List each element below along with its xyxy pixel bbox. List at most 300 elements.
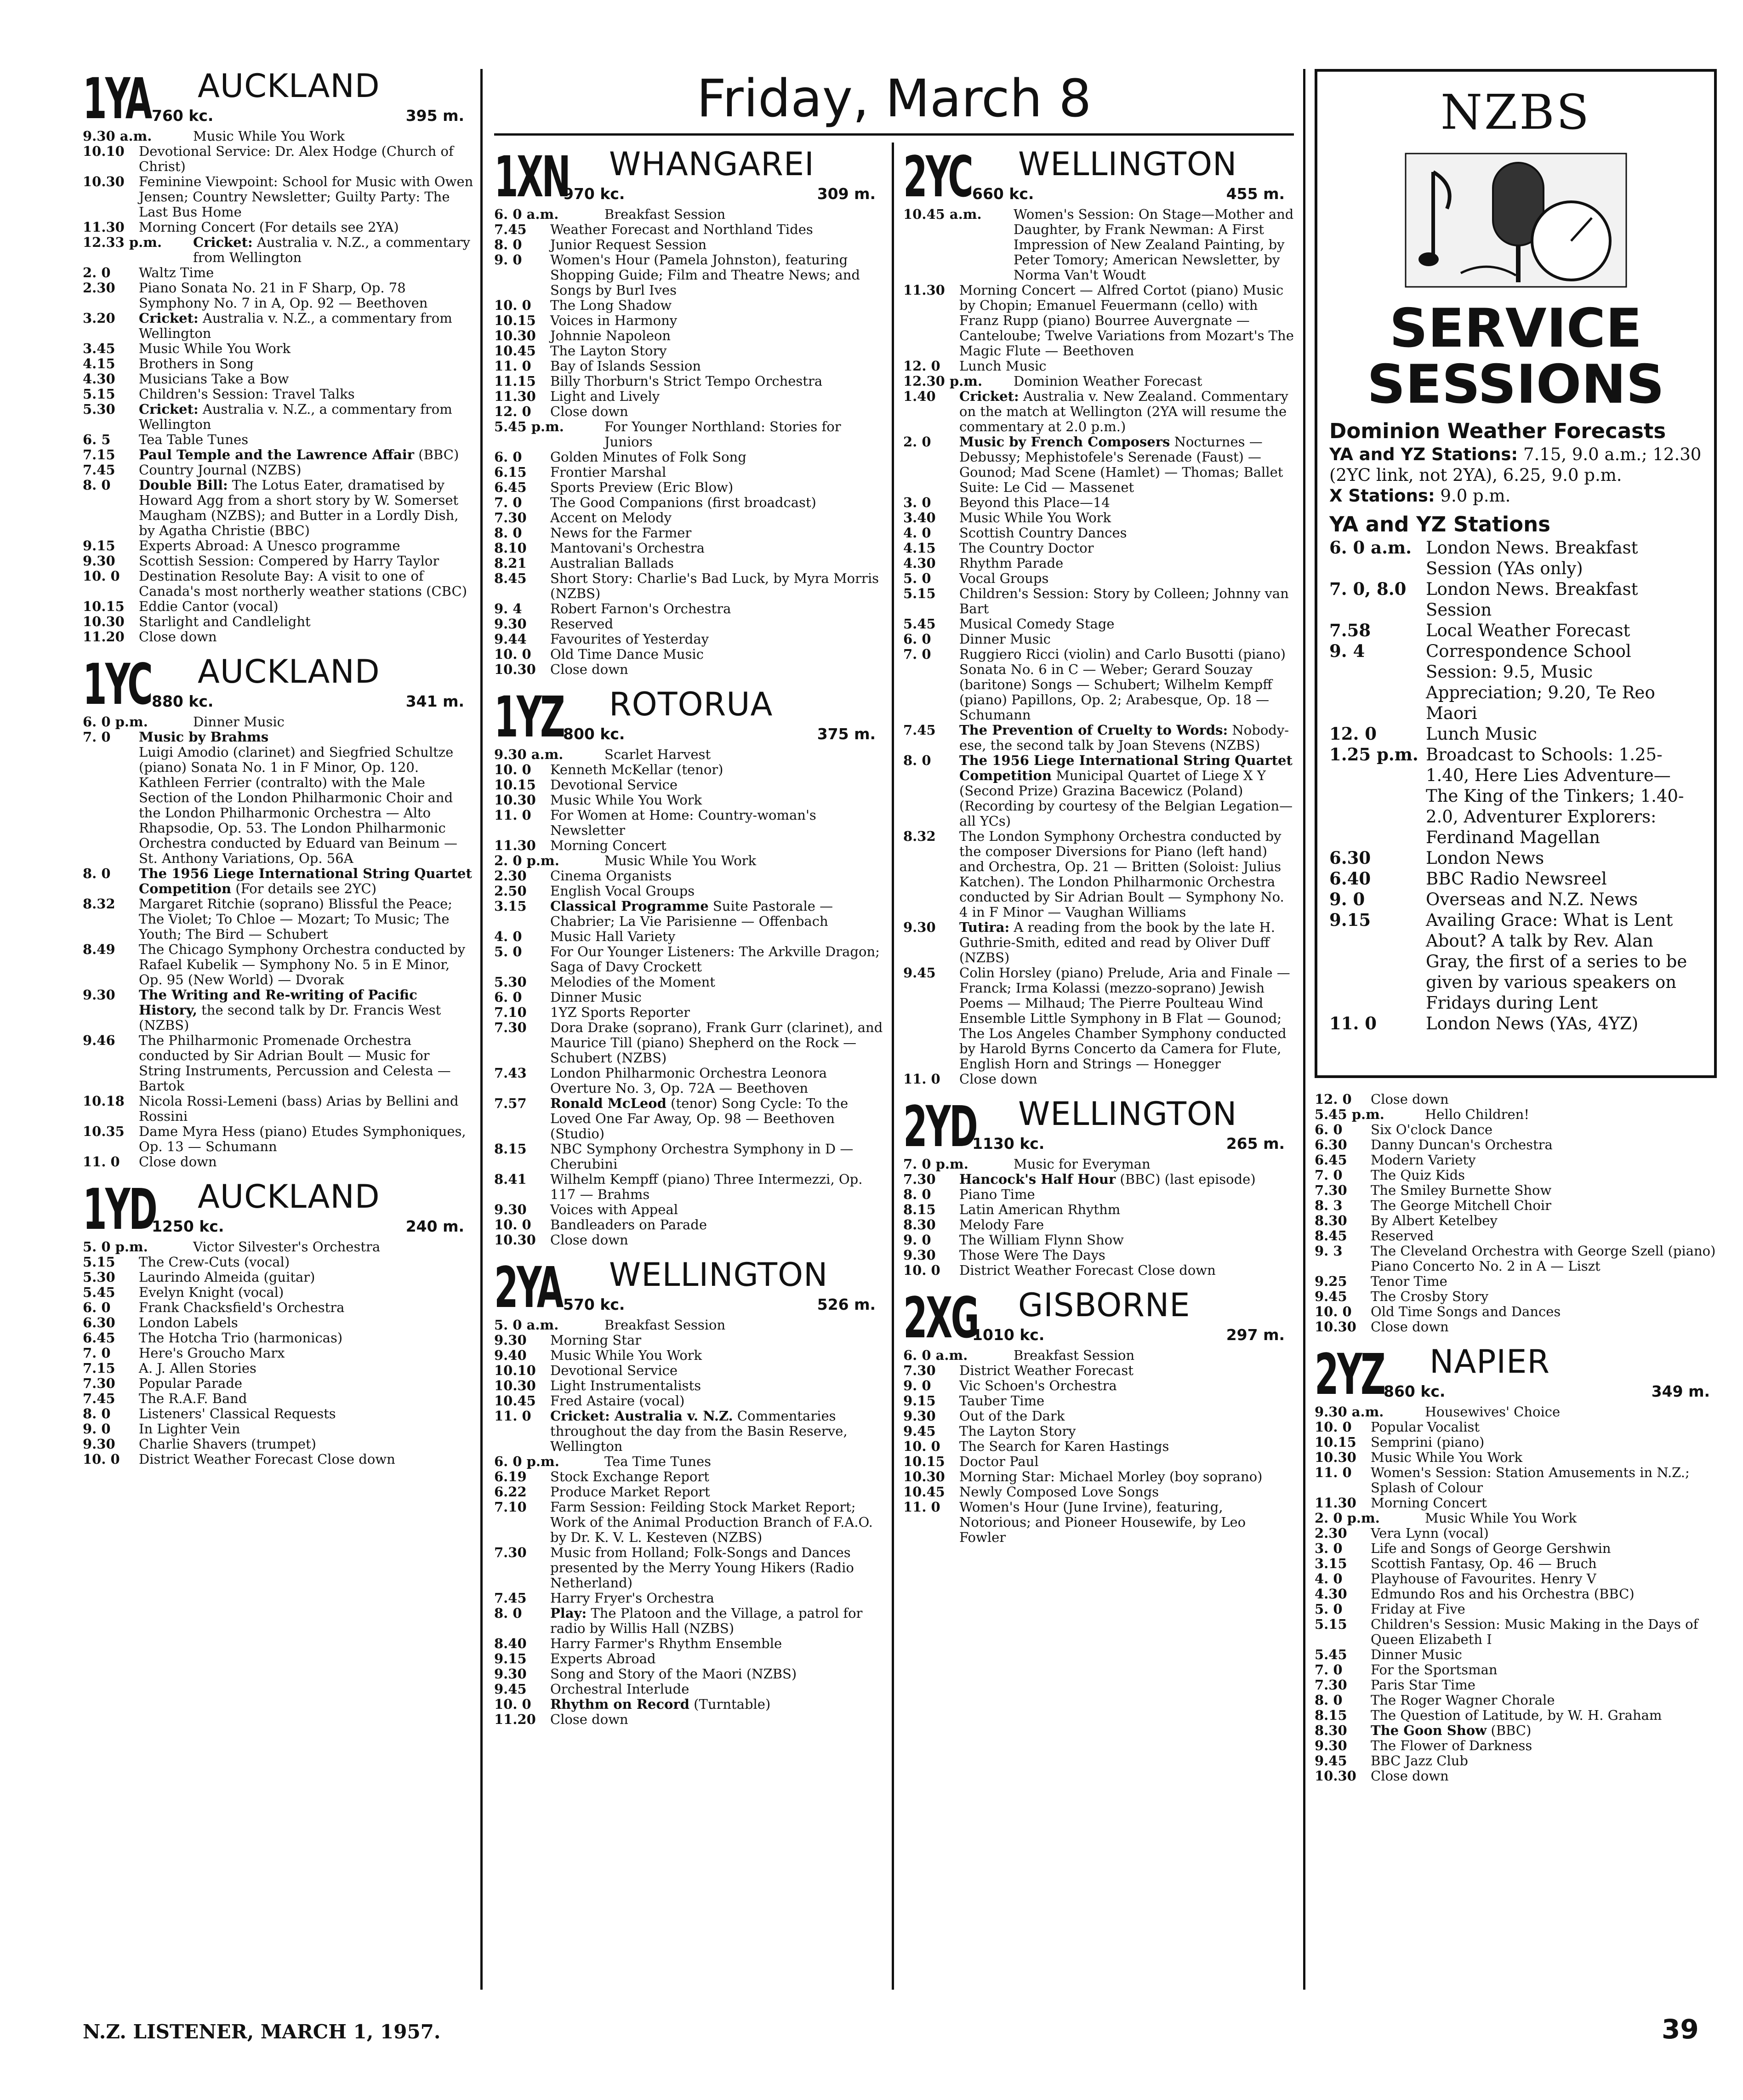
column-3 xyxy=(903,147,1294,1994)
programme-time: 12. 0 xyxy=(903,358,940,374)
programme-highlight: Cricket: Australia v. N.Z. xyxy=(550,1408,733,1424)
programme-text: (BBC) xyxy=(1487,1723,1532,1738)
x-label: X Stations: xyxy=(1329,486,1435,506)
programme-time: 6.30 xyxy=(1315,1137,1347,1153)
service-row xyxy=(1329,724,1702,744)
programme-time: 9.45 xyxy=(903,1423,936,1439)
station-frequency: 970 kc. xyxy=(563,185,625,203)
programme-row xyxy=(494,1484,885,1500)
programme-description xyxy=(1371,1586,1719,1602)
programme-row xyxy=(494,222,885,237)
programme-row xyxy=(494,389,885,404)
programme-description xyxy=(1371,1092,1719,1107)
programme-highlight: Cricket: xyxy=(139,310,199,326)
programme-time: 6.30 xyxy=(83,1315,115,1330)
programme-row xyxy=(903,1469,1294,1484)
programme-time: 9.30 xyxy=(494,1332,527,1348)
programme-time: 8.41 xyxy=(494,1171,527,1187)
station-header xyxy=(494,147,885,210)
programme-description xyxy=(550,328,885,343)
programme-list xyxy=(83,1239,473,1467)
programme-time: 9.25 xyxy=(1315,1273,1347,1289)
programme-row xyxy=(494,1096,885,1141)
programme-row xyxy=(494,510,885,525)
programme-row xyxy=(1315,1420,1719,1435)
programme-time: 8. 0 xyxy=(1315,1692,1343,1708)
programme-description xyxy=(1371,1122,1719,1137)
programme-text: Women's Session: Station Amusements in N.Z.; Splash of Colour xyxy=(1371,1465,1690,1495)
programme-text: Commentaries throughout the day from the Basin Reserve, Wellington xyxy=(550,1408,848,1454)
programme-row xyxy=(83,1285,473,1300)
programme-time: 10.30 xyxy=(1315,1449,1356,1465)
programme-list xyxy=(903,1348,1294,1545)
programme-description xyxy=(1371,1228,1719,1244)
programme-time: 7.45 xyxy=(83,462,115,478)
programme-description xyxy=(139,220,473,235)
programme-description xyxy=(139,1154,473,1170)
programme-text: Devotional Service xyxy=(550,777,678,793)
programme-text: Morning Star: Michael Morley (boy soprano) xyxy=(959,1469,1263,1484)
station-callsign: 1YD xyxy=(83,1177,156,1242)
programme-text: English Vocal Groups xyxy=(550,883,695,899)
programme-text: Melodies of the Moment xyxy=(550,974,715,990)
programme-text: Municipal Quartet of Liege X Y (Second Prize) Grazina Bacewicz (Poland) (Recording by courtesy of the Belgian Legation—all YCs) xyxy=(959,768,1293,829)
programme-description xyxy=(550,1233,885,1248)
programme-text: Close down xyxy=(1371,1768,1449,1784)
programme-row xyxy=(903,1500,1294,1545)
programme-time: 11. 0 xyxy=(1315,1465,1352,1480)
programme-row xyxy=(494,1141,885,1172)
station-city: WELLINGTON xyxy=(609,1256,828,1294)
programme-text: Feminine Viewpoint: School for Music with Owen Jensen; Country Newsletter; Guilty Party: The Last Bus Home xyxy=(139,174,473,220)
programme-text: Reserved xyxy=(550,616,614,632)
programme-highlight: The Goon Show xyxy=(1371,1723,1487,1738)
programme-description xyxy=(550,298,885,313)
programme-time: 2. 0 p.m. xyxy=(1315,1510,1380,1526)
programme-text: Brothers in Song xyxy=(139,356,254,371)
programme-row xyxy=(494,601,885,616)
programme-description xyxy=(1371,1723,1719,1738)
programme-text: Housewives' Choice xyxy=(1425,1404,1561,1420)
programme-time: 10.30 xyxy=(494,1378,536,1393)
programme-time: 10. 0 xyxy=(494,646,531,662)
programme-row xyxy=(903,283,1294,359)
ya-yz-forecasts xyxy=(1329,444,1702,485)
programme-description xyxy=(959,1409,1294,1424)
programme-description xyxy=(550,777,885,793)
programme-text: For Our Younger Listeners: The Arkville Dragon; Saga of Davy Crockett xyxy=(550,944,880,975)
programme-row xyxy=(903,1217,1294,1233)
programme-list xyxy=(494,1318,885,1727)
programme-time: 9.40 xyxy=(494,1347,527,1363)
column-1 xyxy=(83,69,473,1994)
programme-list xyxy=(494,747,885,1248)
programme-description xyxy=(959,389,1294,434)
programme-text: Tea Time Tunes xyxy=(604,1454,711,1469)
programme-time: 6. 0 p.m. xyxy=(494,1454,559,1469)
programme-time: 11.30 xyxy=(494,388,536,404)
programme-text: Bay of Islands Session xyxy=(550,358,701,374)
programme-text: Children's Session: Story by Colleen; Johnny van Bart xyxy=(959,586,1289,616)
programme-time: 2. 0 p.m. xyxy=(494,853,559,868)
service-description: London News xyxy=(1426,848,1544,868)
programme-time: 6. 0 p.m. xyxy=(83,714,148,730)
programme-time: 11. 0 xyxy=(494,1408,531,1424)
programme-time: 5.45 xyxy=(83,1284,115,1300)
programme-highlight: The 1956 Liege International String Quartet Competition xyxy=(959,753,1293,783)
programme-text: Morning Star xyxy=(550,1332,642,1348)
programme-description xyxy=(139,371,473,387)
programme-row xyxy=(903,1378,1294,1393)
programme-row xyxy=(494,252,885,298)
programme-time: 9.30 xyxy=(903,919,936,935)
programme-row xyxy=(1315,1693,1719,1708)
programme-description xyxy=(959,556,1294,571)
programme-row xyxy=(903,359,1294,374)
programme-row xyxy=(83,432,473,447)
programme-time: 7.45 xyxy=(83,1391,115,1406)
programme-description xyxy=(1371,1244,1719,1274)
programme-text: Close down xyxy=(550,662,628,677)
programme-highlight: Music by French Composers xyxy=(959,434,1170,450)
programme-time: 10.30 xyxy=(903,1469,945,1484)
programme-highlight: Paul Temple and the Lawrence Affair xyxy=(139,447,415,462)
programme-row xyxy=(83,144,473,174)
programme-time: 10. 0 xyxy=(494,762,531,777)
service-time: 6.40 xyxy=(1329,868,1371,889)
programme-time: 8. 0 xyxy=(494,1605,522,1621)
programme-description xyxy=(604,1318,885,1333)
programme-description xyxy=(550,1348,885,1363)
programme-row xyxy=(83,220,473,235)
programme-time: 9.30 a.m. xyxy=(1315,1404,1384,1420)
station-callsign: 2YZ xyxy=(1315,1342,1384,1407)
station-callsign: 1YC xyxy=(83,652,152,717)
programme-time: 9. 3 xyxy=(1315,1243,1343,1259)
programme-time: 11.20 xyxy=(494,1712,536,1727)
programme-row xyxy=(1315,1556,1719,1571)
column-4 xyxy=(1315,1092,1719,1994)
programme-description xyxy=(139,1421,473,1437)
station-header xyxy=(903,1094,1294,1159)
programme-text: Listeners' Classical Requests xyxy=(139,1406,336,1421)
programme-description xyxy=(1014,207,1294,283)
programme-row xyxy=(83,1437,473,1452)
programme-text: Harry Farmer's Rhythm Ensemble xyxy=(550,1636,782,1651)
programme-text: Morning Concert xyxy=(1371,1495,1487,1511)
programme-text: (BBC) xyxy=(414,447,459,462)
date-header: Friday, March 8 xyxy=(696,69,1092,129)
programme-row xyxy=(494,1545,885,1591)
programme-text: Charlie Shavers (trumpet) xyxy=(139,1436,316,1452)
service-sessions-title xyxy=(1329,297,1702,416)
service-time: 6.30 xyxy=(1329,848,1371,868)
station-city: WHANGAREI xyxy=(609,147,815,183)
programme-row xyxy=(494,647,885,662)
programme-time: 7.43 xyxy=(494,1065,527,1081)
programme-time: 5.45 p.m. xyxy=(1315,1107,1384,1122)
programme-description xyxy=(139,896,473,942)
programme-time: 7. 0 xyxy=(903,646,931,662)
station-block xyxy=(903,1094,1294,1278)
programme-text: The Search for Karen Hastings xyxy=(959,1438,1169,1454)
stations-heading: YA and YZ Stations xyxy=(1329,512,1550,536)
programme-row xyxy=(83,1330,473,1346)
programme-time: 6. 0 a.m. xyxy=(494,206,559,222)
programme-text: Accent on Melody xyxy=(550,510,672,525)
programme-time: 9.30 a.m. xyxy=(83,128,152,144)
station-header xyxy=(83,69,473,129)
programme-description xyxy=(550,793,885,808)
service-time: 6. 0 a.m. xyxy=(1329,537,1412,558)
programme-text: Beyond this Place—14 xyxy=(959,495,1110,510)
programme-description xyxy=(550,465,885,480)
station-block xyxy=(83,1177,473,1467)
programme-row xyxy=(83,1255,473,1270)
programme-time: 12.33 p.m. xyxy=(83,234,162,250)
programme-row xyxy=(494,762,885,777)
service-time: 7.58 xyxy=(1329,620,1371,640)
programme-description xyxy=(1014,1348,1294,1363)
programme-time: 9.45 xyxy=(1315,1753,1347,1769)
station-block xyxy=(903,147,1294,1087)
programme-text: Victor Silvester's Orchestra xyxy=(193,1239,381,1255)
programme-text: Wilhelm Kempff (piano) Three Intermezzi, Op. 117 — Brahms xyxy=(550,1171,863,1202)
programme-time: 1.40 xyxy=(903,388,936,404)
programme-text: District Weather Forecast Close down xyxy=(139,1451,395,1467)
programme-description xyxy=(1371,1602,1719,1617)
programme-text: 1YZ Sports Reporter xyxy=(550,1004,690,1020)
programme-time: 10.10 xyxy=(83,143,125,159)
station-callsign: 2YC xyxy=(903,147,972,210)
programme-row xyxy=(494,298,885,313)
programme-description xyxy=(550,374,885,389)
programme-text: BBC Jazz Club xyxy=(1371,1753,1468,1769)
service-list xyxy=(1329,537,1702,1034)
programme-text: Piano Sonata No. 21 in F Sharp, Op. 78 Symphony No. 7 in A, Op. 92 — Beethoven xyxy=(139,280,428,311)
programme-text: Music from Holland; Folk-Songs and Dances presented by the Merry Young Hikers (Radio Netherland) xyxy=(550,1545,854,1591)
programme-row xyxy=(494,556,885,571)
programme-description xyxy=(550,1066,885,1096)
programme-description xyxy=(550,1712,885,1727)
programme-row xyxy=(494,1066,885,1096)
programme-time: 9.45 xyxy=(1315,1289,1347,1304)
programme-time: 10.10 xyxy=(494,1363,536,1378)
programme-text: In Lighter Vein xyxy=(139,1421,240,1437)
programme-description xyxy=(1371,1213,1719,1228)
column-rule xyxy=(892,143,894,1990)
programme-time: 9.30 a.m. xyxy=(494,747,564,762)
programme-time: 10. 0 xyxy=(1315,1304,1352,1319)
programme-text: Scottish Session: Compered by Harry Taylor xyxy=(139,553,439,569)
service-row xyxy=(1329,579,1702,620)
programme-text: (tenor) Song Cycle: To the Loved One Far Away, Op. 98 — Beethoven (Studio) xyxy=(550,1096,849,1141)
programme-text: Close down xyxy=(139,1154,217,1170)
service-description: Availing Grace: What is Lent About? A talk by Rev. Alan Gray, the first of a series to be given by various speakers on Fridays during Lent xyxy=(1426,910,1687,1013)
programme-row xyxy=(83,1315,473,1330)
programme-description xyxy=(550,1393,885,1409)
station-header xyxy=(903,147,1294,210)
programme-description xyxy=(959,1202,1294,1217)
station-wavelength: 395 m. xyxy=(405,107,464,125)
programme-text: NBC Symphony Orchestra Symphony in D — Cherubini xyxy=(550,1141,854,1172)
station-city: GISBORNE xyxy=(1018,1286,1190,1324)
programme-text: Close down xyxy=(1371,1092,1449,1107)
programme-row xyxy=(494,808,885,838)
programme-row xyxy=(903,525,1294,541)
programme-text: Here's Groucho Marx xyxy=(139,1345,285,1361)
programme-description xyxy=(1371,1541,1719,1556)
programme-list xyxy=(83,129,473,645)
programme-text: Life and Songs of George Gershwin xyxy=(1371,1541,1611,1556)
programme-row xyxy=(494,1217,885,1233)
programme-time: 3.15 xyxy=(494,898,527,914)
programme-time: 10.30 xyxy=(494,1232,536,1248)
programme-text: Morning Concert (For details see 2YA) xyxy=(139,219,399,235)
programme-row xyxy=(494,1172,885,1202)
programme-row xyxy=(83,1346,473,1361)
programme-row xyxy=(903,495,1294,510)
programme-description xyxy=(550,1682,885,1697)
programme-time: 6.19 xyxy=(494,1469,527,1484)
programme-row xyxy=(903,207,1294,283)
programme-time: 7.57 xyxy=(494,1096,527,1111)
programme-text: Golden Minutes of Folk Song xyxy=(550,449,746,465)
programme-list xyxy=(903,207,1294,1087)
programme-text: Farm Session: Feilding Stock Market Report; Work of the Animal Production Branch of F.A.O. by Dr. K. V. L. Kesteven (NZBS) xyxy=(550,1499,873,1545)
programme-row xyxy=(83,402,473,432)
programme-text: Favourites of Yesterday xyxy=(550,631,709,647)
programme-text: Semprini (piano) xyxy=(1371,1434,1485,1450)
programme-text: Billy Thorburn's Strict Tempo Orchestra xyxy=(550,373,823,389)
programme-description xyxy=(550,1697,885,1712)
column-rule xyxy=(480,69,483,1990)
programme-description xyxy=(959,632,1294,647)
programme-text: Eddie Cantor (vocal) xyxy=(139,599,279,614)
programme-description xyxy=(959,920,1294,965)
programme-row xyxy=(494,990,885,1005)
programme-text: Modern Variety xyxy=(1371,1152,1476,1168)
programme-description xyxy=(959,1484,1294,1500)
programme-time: 12.30 p.m. xyxy=(903,373,983,389)
programme-text: News for the Farmer xyxy=(550,525,692,541)
programme-description xyxy=(550,1484,885,1500)
programme-row xyxy=(494,1697,885,1712)
station-wavelength: 297 m. xyxy=(1226,1326,1285,1344)
station-callsign: 2YD xyxy=(903,1094,977,1159)
programme-description xyxy=(139,599,473,614)
programme-time: 10.15 xyxy=(903,1454,945,1469)
programme-row xyxy=(83,341,473,356)
programme-time: 10. 0 xyxy=(494,1217,531,1233)
programme-time: 3.20 xyxy=(83,310,115,326)
station-block xyxy=(83,652,473,1170)
programme-description xyxy=(550,868,885,884)
programme-time: 10. 0 xyxy=(1315,1419,1352,1435)
programme-description xyxy=(550,404,885,419)
station-wavelength: 240 m. xyxy=(405,1217,464,1235)
programme-text: Playhouse of Favourites. Henry V xyxy=(1371,1571,1596,1586)
programme-text: The Roger Wagner Chorale xyxy=(1371,1692,1555,1708)
programme-description xyxy=(959,829,1294,920)
station-callsign: 2YA xyxy=(494,1255,562,1320)
programme-text: the second talk by Dr. Francis West (NZBS) xyxy=(139,1002,441,1033)
programme-description xyxy=(139,1346,473,1361)
programme-description xyxy=(1371,1274,1719,1289)
programme-row xyxy=(83,1376,473,1391)
station-header xyxy=(494,685,885,750)
programme-time: 7. 0 xyxy=(1315,1662,1343,1678)
programme-text: For Younger Northland: Stories for Juniors xyxy=(604,419,841,450)
programme-time: 11.30 xyxy=(494,838,536,853)
programme-text: Light and Lively xyxy=(550,388,660,404)
programme-time: 7.30 xyxy=(1315,1182,1347,1198)
page-number: 39 xyxy=(1662,2014,1699,2045)
programme-row xyxy=(494,777,885,793)
programme-time: 2.30 xyxy=(1315,1525,1347,1541)
programme-time: 8. 0 xyxy=(903,753,931,768)
programme-row xyxy=(83,896,473,942)
programme-time: 11.30 xyxy=(1315,1495,1356,1511)
programme-row xyxy=(83,599,473,614)
programme-highlight: Tutira: xyxy=(959,919,1010,935)
station-block xyxy=(83,69,473,645)
programme-time: 10.30 xyxy=(494,328,536,343)
programme-time: 8.15 xyxy=(903,1202,936,1217)
programme-row xyxy=(494,884,885,899)
programme-text: Out of the Dark xyxy=(959,1408,1065,1424)
programme-description xyxy=(604,419,885,450)
programme-row xyxy=(903,1072,1294,1087)
programme-row xyxy=(1315,1137,1719,1153)
programme-description xyxy=(193,714,473,730)
programme-description xyxy=(550,1363,885,1378)
programme-row xyxy=(1315,1511,1719,1526)
programme-text: The William Flynn Show xyxy=(959,1232,1124,1248)
programme-row xyxy=(903,510,1294,525)
programme-text: The Smiley Burnette Show xyxy=(1371,1182,1552,1198)
programme-time: 10. 0 xyxy=(83,1451,120,1467)
programme-row xyxy=(494,480,885,495)
programme-text: Children's Session: Travel Talks xyxy=(139,386,355,402)
programme-description xyxy=(959,1217,1294,1233)
programme-time: 7.45 xyxy=(903,722,936,738)
programme-text: The Flower of Darkness xyxy=(1371,1738,1532,1753)
programme-text: The Question of Latitude, by W. H. Graham xyxy=(1371,1707,1662,1723)
programme-text: Hello Children! xyxy=(1425,1107,1530,1122)
programme-description xyxy=(139,1285,473,1300)
programme-time: 10.15 xyxy=(494,313,536,328)
programme-text: Music While You Work xyxy=(959,510,1111,525)
station-frequency: 570 kc. xyxy=(563,1295,625,1313)
programme-time: 8. 3 xyxy=(1315,1198,1343,1213)
programme-description xyxy=(959,510,1294,525)
programme-description xyxy=(1371,1556,1719,1571)
programme-time: 9.30 xyxy=(1315,1738,1347,1753)
programme-time: 10.30 xyxy=(1315,1768,1356,1784)
programme-text: Latin American Rhythm xyxy=(959,1202,1121,1217)
programme-time: 10. 0 xyxy=(903,1262,940,1278)
service-time: 11. 0 xyxy=(1329,1013,1377,1033)
programme-description xyxy=(139,1452,473,1467)
programme-time: 6. 0 xyxy=(1315,1122,1343,1137)
programme-description xyxy=(1014,1157,1294,1172)
programme-time: 6.45 xyxy=(494,479,527,495)
programme-time: 5.15 xyxy=(83,386,115,402)
station-city: WELLINGTON xyxy=(1018,1095,1237,1133)
programme-list xyxy=(1315,1404,1719,1784)
programme-description xyxy=(550,1096,885,1141)
